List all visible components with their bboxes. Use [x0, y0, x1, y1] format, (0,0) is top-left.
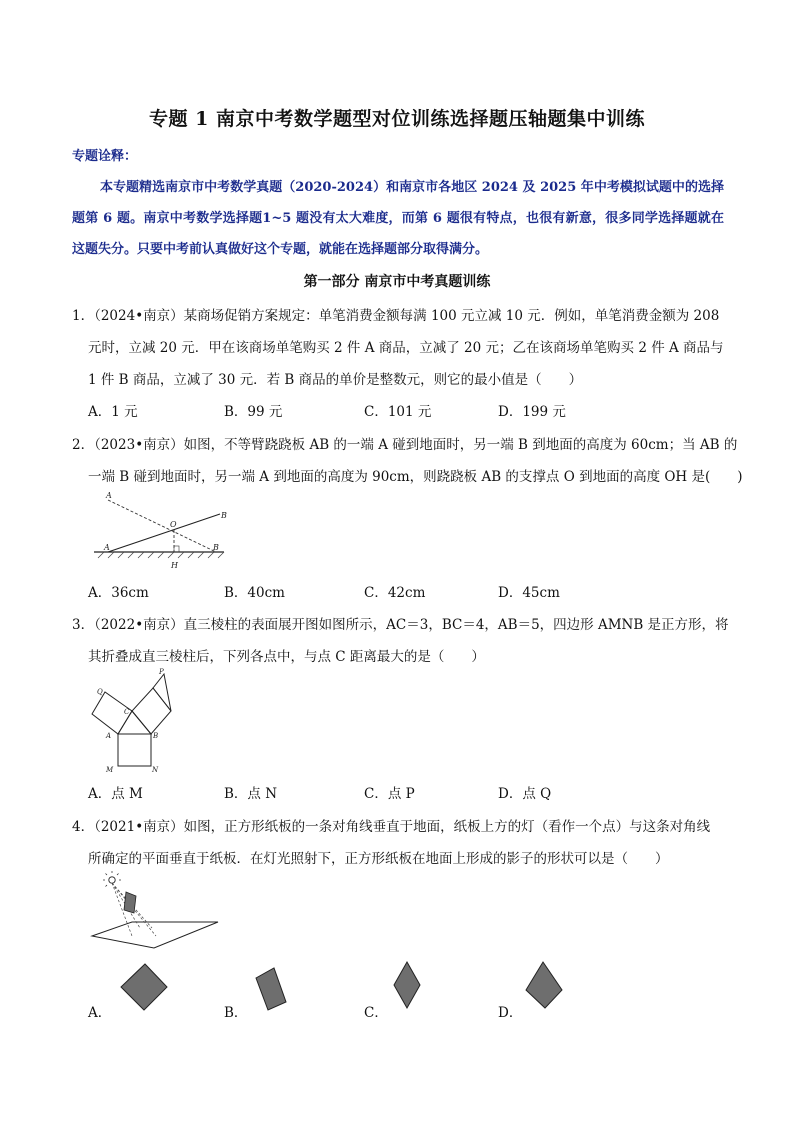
part-heading: 第一部分 南京市中考真题训练	[303, 274, 491, 290]
prism-label-c: C	[124, 708, 130, 716]
q2-option-c: C．42cm	[364, 585, 426, 601]
q3-option-b: B．点 N	[224, 786, 278, 802]
q1-option-c: C．101 元	[364, 404, 432, 420]
shadow-shape-d	[522, 960, 568, 1016]
q1-line-1: 1．（2024•南京）某商场促销方案规定：单笔消费金额每满 100 元立减 10 元．例如，单笔消费金额为 208	[72, 308, 720, 324]
page-title: 专题 1 南京中考数学题型对位训练选择题压轴题集中训练	[149, 108, 645, 130]
q1-line-3: 1 件 B 商品，立减了 30 元．若 B 商品的单价是整数元，则它的最小值是（ ）	[88, 372, 583, 388]
q1-line-2: 元时，立减 20 元．甲在该商场单笔购买 2 件 A 商品，立减了 20 元；乙在该商场单笔购买 2 件 A 商品与	[88, 340, 724, 356]
intro-text: 本专题精选南京市中考数学真题（2020-2024）和南京市各地区 2024 及 2025 年中考模拟试题中的选择题第 6 题。南京中考数学选择题1~5 题没有太大难度，而第 6 题很有特点，也很有新意，很多同学选择题就在这题失分。只要中考前认真做好这个专题，就能在选择题部分取得满分。	[72, 180, 724, 257]
shadow-shape-a	[117, 962, 171, 1016]
prism-label-p: P	[159, 668, 164, 676]
seesaw-label-o: O	[170, 520, 177, 529]
q1-option-d: D．199 元	[498, 404, 566, 420]
q3-option-a: A．点 M	[88, 786, 143, 802]
prism-label-a: A	[106, 732, 112, 740]
seesaw-label-a-bottom: A	[104, 543, 110, 552]
prism-net-figure	[88, 668, 178, 776]
q2-option-b: B．40cm	[224, 585, 285, 601]
seesaw-label-h: H	[171, 561, 178, 570]
q4-option-d: D．	[498, 1005, 523, 1021]
intro-label: 专题诠释：	[72, 149, 138, 164]
seesaw-label-b-top: B	[221, 511, 227, 520]
seesaw-figure	[90, 488, 230, 570]
q2-line-1: 2．（2023•南京）如图，不等臂跷跷板 AB 的一端 A 碰到地面时，另一端 B 到地面的高度为 60cm；当 AB 的	[72, 437, 738, 453]
prism-label-b: B	[153, 732, 159, 740]
lamp-shadow-figure	[90, 870, 222, 950]
q3-line-2: 其折叠成直三棱柱后，下列各点中，与点 C 距离最大的是（ ）	[88, 649, 485, 665]
q2-option-d: D．45cm	[498, 585, 560, 601]
q3-line-1: 3．（2022•南京）直三棱柱的表面展开图如图所示，AC＝3，BC＝4，AB＝5，四边形 AMNB 是正方形，将	[72, 617, 729, 633]
seesaw-label-a-top: A	[106, 491, 112, 500]
q2-option-a: A．36cm	[88, 585, 149, 601]
q1-option-b: B．99 元	[224, 404, 283, 420]
q4-option-c: C．	[364, 1005, 388, 1021]
shadow-shape-b	[250, 962, 292, 1016]
q4-option-b: B．	[224, 1005, 248, 1021]
q4-line-2: 所确定的平面垂直于纸板．在灯光照射下，正方形纸板在地面上形成的影子的形状可以是（ ）	[88, 851, 669, 867]
prism-label-m: M	[106, 766, 114, 774]
prism-label-n: N	[152, 766, 159, 774]
shadow-shape-c	[390, 960, 424, 1016]
q4-line-1: 4．（2021•南京）如图，正方形纸板的一条对角线垂直于地面，纸板上方的灯（看作一个点）与这条对角线	[72, 819, 711, 835]
q3-option-c: C．点 P	[364, 786, 415, 802]
q1-option-a: A．1 元	[88, 404, 138, 420]
prism-label-q: Q	[97, 688, 103, 696]
q3-option-d: D．点 Q	[498, 786, 552, 802]
seesaw-label-b-bottom: B	[213, 543, 219, 552]
q4-option-a: A．	[88, 1005, 112, 1021]
q2-line-2: 一端 B 碰到地面时，另一端 A 到地面的高度为 90cm，则跷跷板 AB 的支撑点 O 到地面的高度 OH 是( )	[88, 469, 743, 485]
